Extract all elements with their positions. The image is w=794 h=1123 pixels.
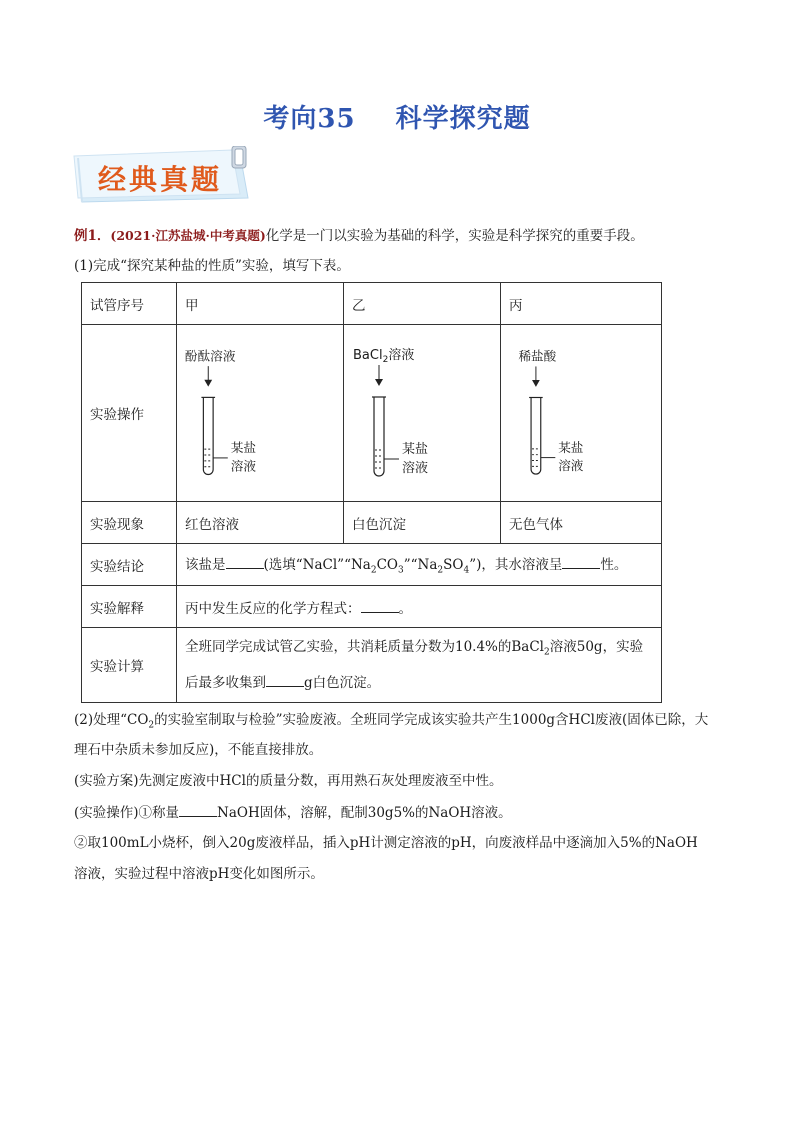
- title-topic-name: 科学探究题: [395, 104, 531, 134]
- row-label: 实验操作: [82, 325, 177, 502]
- experiment-table: [81, 282, 662, 703]
- solution-label: 溶液: [230, 458, 257, 474]
- row-label: 实验计算: [82, 628, 177, 703]
- test-tube-icon: [501, 325, 661, 501]
- question-1: (1)完成“探究某种盐的性质”实验，填写下表。: [74, 258, 350, 274]
- experiment-operation-2-line-1: ②取100mL小烧杯，倒入20g废液样品，插入pH计测定溶液的pH，向废液样品中逐滴加入5%的NaOH: [74, 835, 698, 851]
- solution-label: 某盐: [558, 439, 584, 455]
- row-label: 试管序号: [82, 283, 177, 325]
- solution-label: 溶液: [402, 461, 429, 476]
- section-banner-label: 经典真题: [98, 163, 223, 196]
- answer-blank[interactable]: [179, 802, 217, 817]
- reagent-label: BaCl$_2$溶液: [353, 348, 415, 365]
- example-source: (2021·江苏盐城·中考真题): [110, 228, 266, 243]
- conclusion-text: 该盐是 (选填“$NaCl”“Na_2CO_3”“Na_2SO_4$”)，其水溶液呈 性。: [177, 544, 662, 586]
- row-label: 实验现象: [82, 502, 177, 544]
- experiment-plan: (实验方案)先测定废液中HCl的质量分数，再用熟石灰处理废液至中性。: [74, 773, 503, 789]
- row-label: 实验结论: [82, 544, 177, 586]
- test-tube-icon: [344, 325, 500, 501]
- down-arrow-icon: [204, 380, 212, 387]
- calculation-text: 全班同学完成试管乙实验，共消耗质量分数为10.4%的BaCl$_2$溶液50g，实验 后最多收集到 g白色沉淀。: [177, 628, 662, 703]
- solution-label: 某盐: [402, 442, 429, 457]
- table-row-conclusion: [82, 544, 662, 586]
- title-topic-number: 考向35: [263, 104, 356, 134]
- table-row-phenomenon: [82, 502, 662, 544]
- experiment-operation-1: (实验操作)①称量 NaOH固体，溶解，配制30g5%的NaOH溶液。: [74, 802, 512, 823]
- reagent-label: 稀盐酸: [518, 348, 557, 364]
- reagent-label: 酚酞溶液: [184, 348, 236, 364]
- operation-diagram-3: [501, 325, 662, 502]
- answer-blank[interactable]: [226, 554, 264, 569]
- answer-blank[interactable]: [266, 672, 304, 687]
- table-row-calculation: [82, 628, 662, 703]
- cell-tube-3: 丙: [501, 283, 662, 325]
- answer-blank[interactable]: [361, 598, 399, 613]
- cell-tube-2: 乙: [344, 283, 501, 325]
- operation-diagram-2: [344, 325, 501, 502]
- question-2-line-1: (2)处理“$CO_2$的实验室制取与检验”实验废液。全班同学完成该实验共产生1000g含HCl废液(固体已除，大: [74, 712, 709, 731]
- table-row-header: [82, 283, 662, 325]
- question-2-line-2: 理石中杂质未参加反应)，不能直接排放。: [74, 742, 323, 758]
- example-intro: [74, 226, 644, 246]
- phenomenon-1: 红色溶液: [177, 502, 344, 544]
- phenomenon-2: 白色沉淀: [344, 502, 501, 544]
- test-tube-icon: [177, 325, 343, 501]
- row-label: 实验解释: [82, 586, 177, 628]
- table-row-explanation: [82, 586, 662, 628]
- solution-label: 溶液: [558, 458, 584, 474]
- phenomenon-3: 无色气体: [501, 502, 662, 544]
- explanation-text: 丙中发生反应的化学方程式： 。: [177, 586, 662, 628]
- example-label: 例1．: [74, 228, 111, 244]
- down-arrow-icon: [375, 379, 383, 386]
- answer-blank[interactable]: [562, 554, 600, 569]
- down-arrow-icon: [532, 380, 540, 387]
- page-title: [0, 98, 794, 135]
- experiment-operation-2-line-2: 溶液，实验过程中溶液pH变化如图所示。: [74, 866, 324, 882]
- cell-tube-1: 甲: [177, 283, 344, 325]
- table-row-operation: [82, 325, 662, 502]
- solution-label: 某盐: [230, 440, 257, 456]
- example-intro-text: 化学是一门以实验为基础的科学，实验是科学探究的重要手段。: [265, 228, 644, 244]
- operation-diagram-1: [177, 325, 344, 502]
